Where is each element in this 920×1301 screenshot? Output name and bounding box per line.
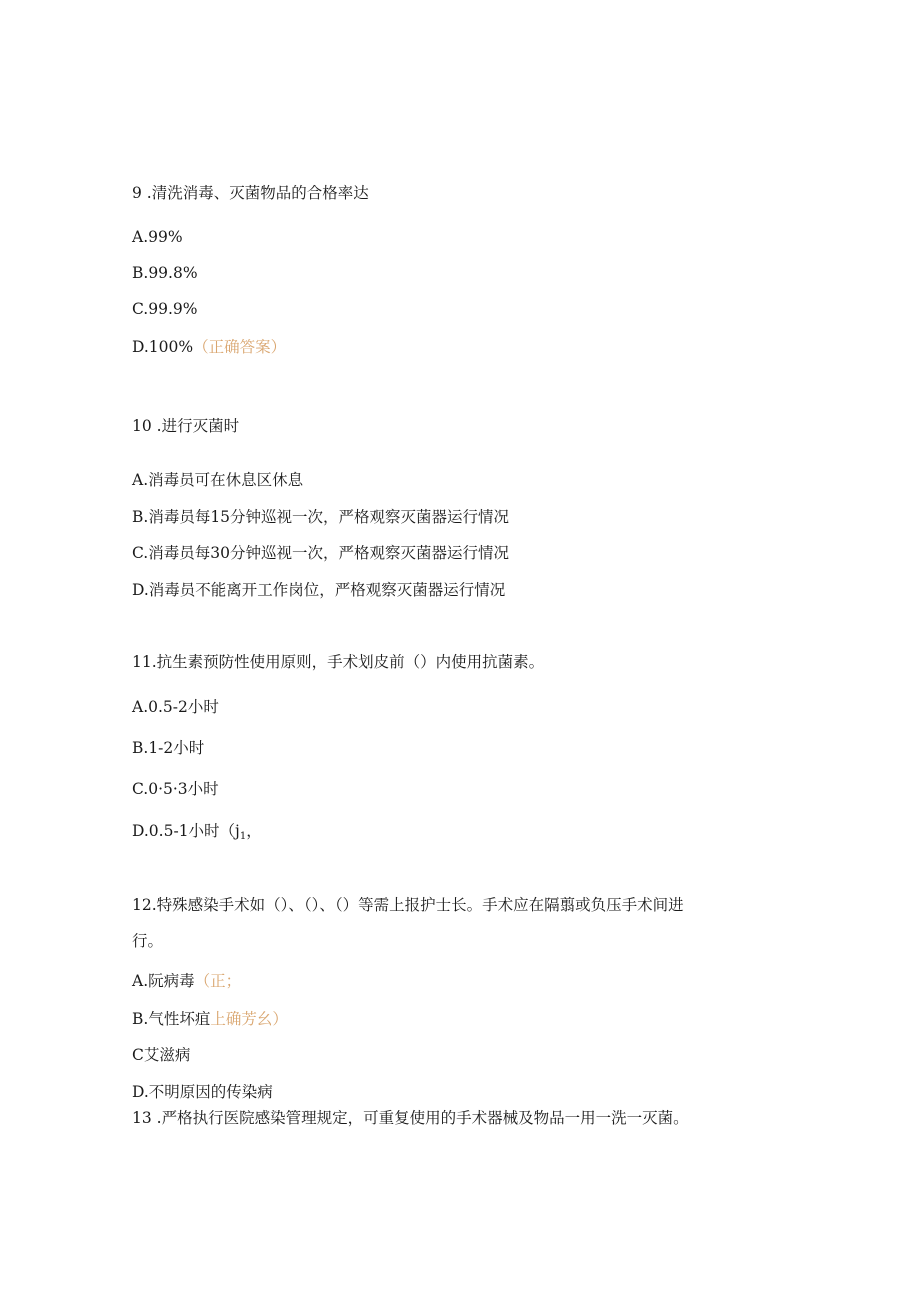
question-11-option-a: A.0.5-2小时 [132,698,219,716]
question-9-option-c: C.99.9% [132,300,198,318]
question-12-option-b: B.气性坏疽 [132,1010,211,1028]
question-12-option-b-line [132,1009,288,1029]
question-12-option-c: C艾滋病 [132,1046,191,1064]
question-10-stem: 10 .进行灭菌时 [132,417,240,435]
question-12-option-a-line [132,971,241,991]
question-12-stem-line-1: 12.特殊感染手术如（）、（）、（）等需上报护士长。手术应在隔翦或负压手术间进 [132,896,684,914]
question-9-option-d: D.100% [132,338,194,356]
question-11-option-c: C.0·5·3小时 [132,780,219,798]
correct-answer-mark: （正； [194,972,242,990]
correct-answer-mark: （正确答案） [193,338,287,356]
question-11-option-d-tail: ， [246,822,262,840]
question-9-stem: 9 .清洗消毒、灭菌物品的合格率达 [132,184,369,202]
question-12-option-a: A.阮病毒 [132,972,195,990]
correct-answer-mark: 上确芳幺） [210,1010,288,1028]
question-11-option-d-line [132,821,262,847]
question-10-option-c: C.消毒员每30分钟巡视一次，严格观察灭菌器运行情况 [132,544,509,562]
question-9-option-a: A.99% [132,228,183,246]
question-10-option-a: A.消毒员可在休息区休息 [132,471,304,489]
question-10-option-d: D.消毒员不能离开工作岗位，严格观察灭菌器运行情况 [132,581,506,599]
question-12-stem-line-2: 行。 [132,932,164,950]
question-9-option-d-line [132,337,286,357]
question-10-option-b: B.消毒员每15分钟巡视一次，严格观察灭菌器运行情况 [132,508,510,526]
question-11-option-d-subscript: 1 [239,831,247,842]
question-11-stem: 11.抗生素预防性使用原则，手术划皮前（）内使用抗菌素。 [132,653,545,671]
question-11-option-b: B.1-2小时 [132,739,205,757]
question-11-option-d: D.0.5-1小时（j [132,822,240,840]
question-13-stem: 13 .严格执行医院感染管理规定，可重复使用的手术器械及物品一用一洗一灭菌。 [132,1109,689,1127]
question-12-option-d: D.不明原因的传染病 [132,1083,273,1101]
question-9-option-b: B.99.8% [132,264,198,282]
